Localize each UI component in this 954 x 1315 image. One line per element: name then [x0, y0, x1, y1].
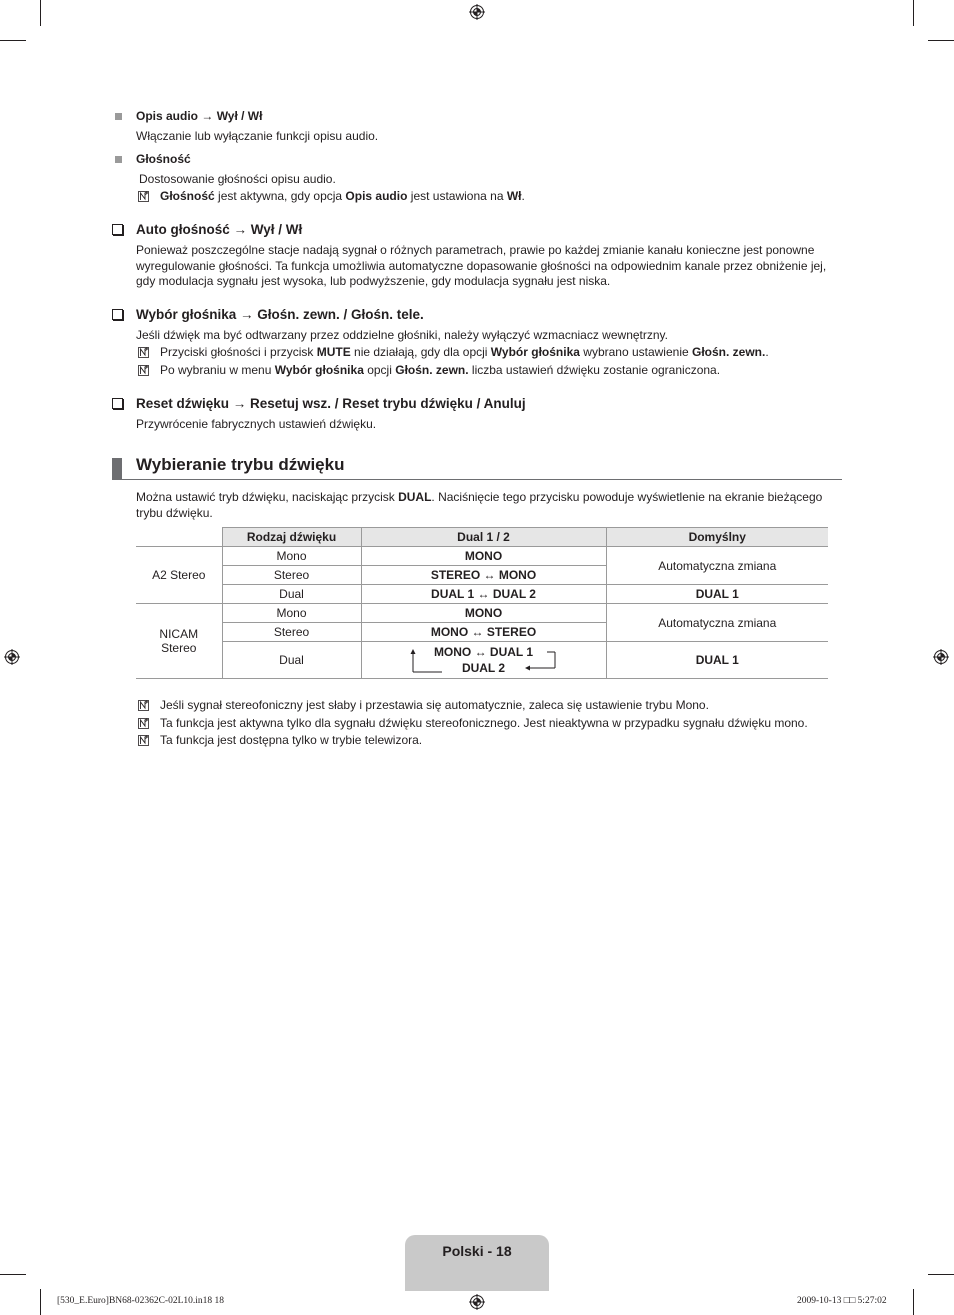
- section-heading-speaker-select: Wybór głośnika → Głośn. zewn. / Głośn. tele.: [136, 307, 424, 322]
- table-cell: Stereo: [222, 566, 361, 585]
- item-description: Włączanie lub wyłączanie funkcji opisu audio.: [136, 129, 379, 143]
- note-text: Ta funkcja jest aktywna tylko dla sygnału dźwięku stereofonicznego. Jest nieaktywna w przypadku sygnału dźwięku mono.: [160, 716, 808, 730]
- note-text: Przyciski głośności i przycisk MUTE nie działają, gdy dla opcji Wybór głośnika wybrano ustawienie Głośn. zewn..: [160, 345, 769, 359]
- table-header: Rodzaj dźwięku: [222, 528, 361, 547]
- table-cell: MONO ↔ STEREO: [361, 623, 606, 642]
- section-intro: Można ustawić tryb dźwięku, naciskając przycisk DUAL. Naciśnięcie tego przycisku powoduje wyświetlenie na ekranie bieżącego trybu dźwięku.: [136, 490, 823, 520]
- section-heading-auto-volume: Auto głośność → Wył / Wł: [136, 222, 303, 237]
- note-text: Ta funkcja jest dostępna tylko w trybie telewizora.: [160, 733, 423, 747]
- print-slug-right: 2009-10-13 □□ 5:27:02: [797, 1296, 887, 1306]
- section-marker: [112, 458, 122, 480]
- menu-item-audio-description: Opis audio → Wył / Wł: [136, 109, 263, 123]
- table-cell: DUAL 1: [606, 585, 828, 604]
- table-cell: Stereo: [222, 623, 361, 642]
- sound-mode-table: [136, 527, 828, 679]
- crop-mark: [0, 1274, 26, 1275]
- crop-mark: [913, 1289, 914, 1315]
- item-description: Jeśli dźwięk ma być odtwarzany przez oddzielne głośniki, należy wyłączyć wzmacniacz wewnętrzny.: [136, 328, 668, 342]
- paragraph: Ponieważ poszczególne stacje nadają sygnał o różnych parametrach, prawie po każdej zmianie kanału konieczne jest ponowne wyregulowanie głośności. Ta funkcja umożliwia automatyczne dopasowanie głośności na odpowiednim kanale przez obniżenie jej, gdy modulacja sygnału jest wysoka, lub podwyższenie, gdy modulacja sygnału jest niska.: [136, 243, 827, 288]
- section-rule: [112, 479, 842, 480]
- table-cell: Dual: [222, 642, 361, 679]
- note-icon: [138, 347, 149, 358]
- table-row: [136, 642, 828, 679]
- table-cell: DUAL 1: [606, 642, 828, 679]
- registration-mark-icon: [469, 4, 485, 20]
- table-cell: Mono: [222, 604, 361, 623]
- table-cell: Mono: [222, 547, 361, 566]
- crop-mark: [928, 1274, 954, 1275]
- note-text: Głośność jest aktywna, gdy opcja Opis audio jest ustawiona na Wł.: [160, 189, 525, 203]
- cycle-arrow-icon: [410, 646, 560, 674]
- square-bullet-icon: [115, 113, 122, 120]
- note-text: Po wybraniu w menu Wybór głośnika opcji Głośn. zewn. liczba ustawień dźwięku zostanie ograniczona.: [160, 363, 721, 377]
- crop-mark: [913, 0, 914, 26]
- crop-mark: [928, 40, 954, 41]
- table-group-label: A2 Stereo: [136, 547, 222, 604]
- table-header: Dual 1 / 2: [361, 528, 606, 547]
- table-row: [136, 585, 828, 604]
- square-bullet-icon: [115, 156, 122, 163]
- table-header-row: [136, 528, 828, 547]
- section-heading-sound-reset: Reset dźwięku → Resetuj wsz. / Reset trybu dźwięku / Anuluj: [136, 396, 526, 411]
- note-icon: [138, 191, 149, 202]
- item-description: Dostosowanie głośności opisu audio.: [139, 172, 336, 186]
- item-description: Przywrócenie fabrycznych ustawień dźwięku.: [136, 417, 377, 431]
- registration-mark-icon: [4, 649, 20, 665]
- page-number: Polski - 18: [442, 1243, 512, 1259]
- table-cell: MONO: [361, 547, 606, 566]
- page-number-tab: [405, 1235, 549, 1291]
- checkbox-bullet-icon: [112, 398, 123, 409]
- print-slug-left: [530_E.Euro]BN68-02362C-02L10.in18 18: [57, 1296, 225, 1306]
- table-header-empty: [136, 528, 222, 547]
- table-cell: Automatyczna zmiana: [606, 604, 828, 642]
- section-title: Wybieranie trybu dźwięku: [136, 455, 345, 474]
- crop-mark: [0, 40, 26, 41]
- checkbox-bullet-icon: [112, 224, 123, 235]
- registration-mark-icon: [469, 1294, 485, 1310]
- note-icon: [138, 700, 149, 711]
- registration-mark-icon: [933, 649, 949, 665]
- table-row: [136, 604, 828, 623]
- note-icon: [138, 365, 149, 376]
- checkbox-bullet-icon: [112, 309, 123, 320]
- table-header: Domyślny: [606, 528, 828, 547]
- table-cell: STEREO ↔ MONO: [361, 566, 606, 585]
- crop-mark: [40, 1289, 41, 1315]
- table-group-label: NICAM Stereo: [136, 604, 222, 679]
- table-cell: Dual: [222, 585, 361, 604]
- table-row: [136, 547, 828, 566]
- crop-mark: [40, 0, 41, 26]
- table-cell: MONO: [361, 604, 606, 623]
- table-cell: Automatyczna zmiana: [606, 547, 828, 585]
- note-text: Jeśli sygnał stereofoniczny jest słaby i przestawia się automatycznie, zaleca się ustawienie trybu Mono.: [160, 698, 709, 712]
- note-icon: [138, 735, 149, 746]
- table-cell: DUAL 1 ↔ DUAL 2: [361, 585, 606, 604]
- note-icon: [138, 718, 149, 729]
- menu-item-volume: Głośność: [136, 152, 191, 166]
- table-cell: MONO ↔ DUAL 1 DUAL 2: [361, 642, 606, 679]
